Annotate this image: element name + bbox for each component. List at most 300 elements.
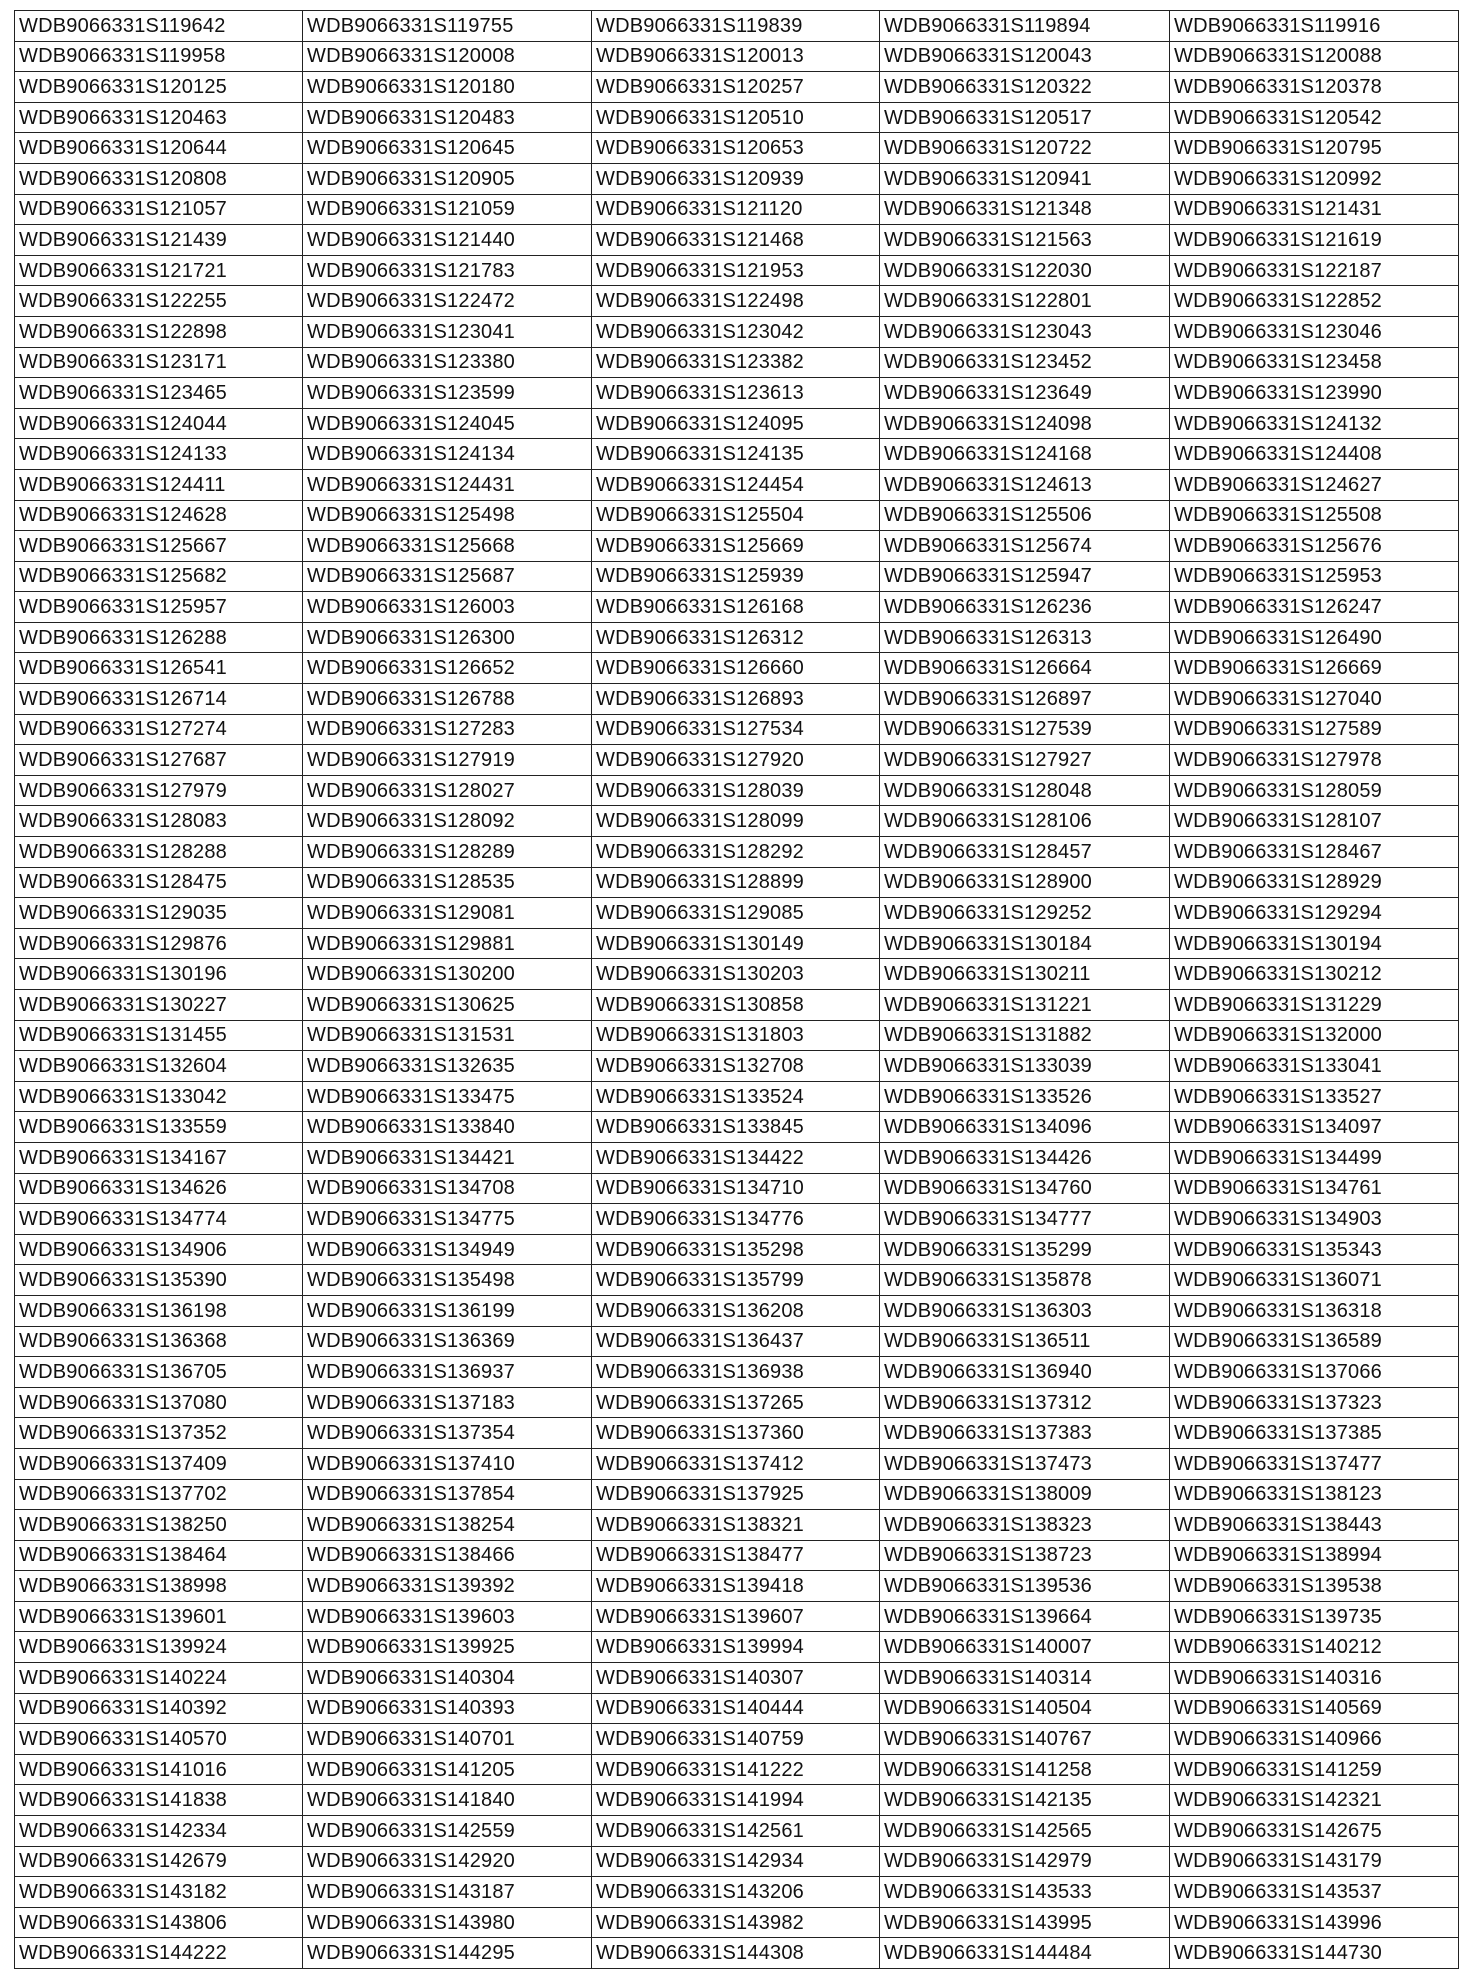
vin-cell: WDB9066331S130212 bbox=[1170, 959, 1459, 990]
table-row bbox=[15, 500, 1459, 531]
table-row bbox=[15, 133, 1459, 164]
vin-cell: WDB9066331S120257 bbox=[592, 72, 880, 103]
vin-cell: WDB9066331S129252 bbox=[880, 898, 1170, 929]
table-row bbox=[15, 837, 1459, 868]
vin-cell: WDB9066331S126714 bbox=[15, 684, 303, 715]
table-row bbox=[15, 990, 1459, 1021]
vin-cell: WDB9066331S123458 bbox=[1170, 347, 1459, 378]
table-row bbox=[15, 1601, 1459, 1632]
vin-cell: WDB9066331S122801 bbox=[880, 286, 1170, 317]
vin-cell: WDB9066331S126490 bbox=[1170, 622, 1459, 653]
table-row bbox=[15, 1418, 1459, 1449]
vin-cell: WDB9066331S140007 bbox=[880, 1632, 1170, 1663]
vin-cell: WDB9066331S120992 bbox=[1170, 163, 1459, 194]
vin-cell: WDB9066331S139392 bbox=[303, 1571, 592, 1602]
vin-table-container bbox=[14, 10, 1458, 1969]
vin-cell: WDB9066331S129881 bbox=[303, 928, 592, 959]
vin-cell: WDB9066331S133524 bbox=[592, 1081, 880, 1112]
table-row bbox=[15, 378, 1459, 409]
vin-cell: WDB9066331S137354 bbox=[303, 1418, 592, 1449]
vin-cell: WDB9066331S121619 bbox=[1170, 225, 1459, 256]
vin-cell: WDB9066331S142561 bbox=[592, 1816, 880, 1847]
vin-cell: WDB9066331S131221 bbox=[880, 990, 1170, 1021]
vin-cell: WDB9066331S131803 bbox=[592, 1020, 880, 1051]
table-row bbox=[15, 1877, 1459, 1908]
vin-cell: WDB9066331S143206 bbox=[592, 1877, 880, 1908]
table-row bbox=[15, 1112, 1459, 1143]
vin-cell: WDB9066331S132635 bbox=[303, 1051, 592, 1082]
vin-cell: WDB9066331S128288 bbox=[15, 837, 303, 868]
vin-cell: WDB9066331S134774 bbox=[15, 1204, 303, 1235]
vin-cell: WDB9066331S128099 bbox=[592, 806, 880, 837]
vin-cell: WDB9066331S140392 bbox=[15, 1693, 303, 1724]
vin-cell: WDB9066331S127040 bbox=[1170, 684, 1459, 715]
vin-cell: WDB9066331S142679 bbox=[15, 1846, 303, 1877]
vin-cell: WDB9066331S143995 bbox=[880, 1907, 1170, 1938]
table-row bbox=[15, 714, 1459, 745]
table-row bbox=[15, 1754, 1459, 1785]
vin-cell: WDB9066331S138323 bbox=[880, 1510, 1170, 1541]
table-row bbox=[15, 1051, 1459, 1082]
vin-cell: WDB9066331S135299 bbox=[880, 1234, 1170, 1265]
vin-cell: WDB9066331S126893 bbox=[592, 684, 880, 715]
vin-cell: WDB9066331S125682 bbox=[15, 561, 303, 592]
table-row bbox=[15, 1724, 1459, 1755]
vin-cell: WDB9066331S124628 bbox=[15, 500, 303, 531]
vin-cell: WDB9066331S126168 bbox=[592, 592, 880, 623]
table-row bbox=[15, 684, 1459, 715]
vin-cell: WDB9066331S140316 bbox=[1170, 1663, 1459, 1694]
vin-cell: WDB9066331S134097 bbox=[1170, 1112, 1459, 1143]
vin-cell: WDB9066331S128027 bbox=[303, 775, 592, 806]
vin-cell: WDB9066331S128083 bbox=[15, 806, 303, 837]
vin-cell: WDB9066331S134626 bbox=[15, 1173, 303, 1204]
table-row bbox=[15, 255, 1459, 286]
vin-cell: WDB9066331S129294 bbox=[1170, 898, 1459, 929]
vin-cell: WDB9066331S127919 bbox=[303, 745, 592, 776]
table-row bbox=[15, 1663, 1459, 1694]
vin-cell: WDB9066331S128899 bbox=[592, 867, 880, 898]
vin-cell: WDB9066331S140767 bbox=[880, 1724, 1170, 1755]
vin-cell: WDB9066331S138123 bbox=[1170, 1479, 1459, 1510]
vin-cell: WDB9066331S140444 bbox=[592, 1693, 880, 1724]
vin-cell: WDB9066331S120510 bbox=[592, 102, 880, 133]
vin-cell: WDB9066331S134775 bbox=[303, 1204, 592, 1235]
vin-cell: WDB9066331S125508 bbox=[1170, 500, 1459, 531]
vin-cell: WDB9066331S119755 bbox=[303, 11, 592, 42]
vin-cell: WDB9066331S143187 bbox=[303, 1877, 592, 1908]
table-row bbox=[15, 316, 1459, 347]
table-row bbox=[15, 439, 1459, 470]
vin-cell: WDB9066331S141259 bbox=[1170, 1754, 1459, 1785]
vin-cell: WDB9066331S120905 bbox=[303, 163, 592, 194]
vin-cell: WDB9066331S134708 bbox=[303, 1173, 592, 1204]
vin-table-body bbox=[15, 11, 1459, 1969]
vin-cell: WDB9066331S136937 bbox=[303, 1357, 592, 1388]
vin-cell: WDB9066331S123380 bbox=[303, 347, 592, 378]
vin-cell: WDB9066331S124627 bbox=[1170, 469, 1459, 500]
vin-cell: WDB9066331S125504 bbox=[592, 500, 880, 531]
vin-cell: WDB9066331S122852 bbox=[1170, 286, 1459, 317]
vin-cell: WDB9066331S137080 bbox=[15, 1387, 303, 1418]
table-row bbox=[15, 1357, 1459, 1388]
table-row bbox=[15, 225, 1459, 256]
vin-cell: WDB9066331S132708 bbox=[592, 1051, 880, 1082]
vin-cell: WDB9066331S120088 bbox=[1170, 41, 1459, 72]
vin-cell: WDB9066331S127534 bbox=[592, 714, 880, 745]
vin-cell: WDB9066331S134422 bbox=[592, 1142, 880, 1173]
vin-cell: WDB9066331S125667 bbox=[15, 531, 303, 562]
vin-cell: WDB9066331S120013 bbox=[592, 41, 880, 72]
vin-cell: WDB9066331S124098 bbox=[880, 408, 1170, 439]
vin-cell: WDB9066331S124134 bbox=[303, 439, 592, 470]
vin-cell: WDB9066331S133041 bbox=[1170, 1051, 1459, 1082]
vin-cell: WDB9066331S120125 bbox=[15, 72, 303, 103]
vin-cell: WDB9066331S142934 bbox=[592, 1846, 880, 1877]
vin-cell: WDB9066331S127283 bbox=[303, 714, 592, 745]
vin-cell: WDB9066331S124411 bbox=[15, 469, 303, 500]
table-row bbox=[15, 1081, 1459, 1112]
vin-cell: WDB9066331S144295 bbox=[303, 1938, 592, 1969]
table-row bbox=[15, 592, 1459, 623]
vin-cell: WDB9066331S120653 bbox=[592, 133, 880, 164]
vin-cell: WDB9066331S137473 bbox=[880, 1448, 1170, 1479]
vin-cell: WDB9066331S128900 bbox=[880, 867, 1170, 898]
vin-cell: WDB9066331S123613 bbox=[592, 378, 880, 409]
vin-cell: WDB9066331S140569 bbox=[1170, 1693, 1459, 1724]
vin-cell: WDB9066331S132604 bbox=[15, 1051, 303, 1082]
vin-cell: WDB9066331S123043 bbox=[880, 316, 1170, 347]
vin-cell: WDB9066331S121440 bbox=[303, 225, 592, 256]
vin-cell: WDB9066331S142334 bbox=[15, 1816, 303, 1847]
vin-cell: WDB9066331S121563 bbox=[880, 225, 1170, 256]
vin-cell: WDB9066331S120644 bbox=[15, 133, 303, 164]
vin-cell: WDB9066331S135799 bbox=[592, 1265, 880, 1296]
table-row bbox=[15, 561, 1459, 592]
vin-cell: WDB9066331S134421 bbox=[303, 1142, 592, 1173]
vin-cell: WDB9066331S137410 bbox=[303, 1448, 592, 1479]
vin-cell: WDB9066331S128048 bbox=[880, 775, 1170, 806]
vin-cell: WDB9066331S119642 bbox=[15, 11, 303, 42]
vin-cell: WDB9066331S134777 bbox=[880, 1204, 1170, 1235]
vin-cell: WDB9066331S131455 bbox=[15, 1020, 303, 1051]
table-row bbox=[15, 1448, 1459, 1479]
vin-cell: WDB9066331S125506 bbox=[880, 500, 1170, 531]
vin-cell: WDB9066331S130194 bbox=[1170, 928, 1459, 959]
vin-cell: WDB9066331S124044 bbox=[15, 408, 303, 439]
vin-cell: WDB9066331S126313 bbox=[880, 622, 1170, 653]
vin-cell: WDB9066331S120483 bbox=[303, 102, 592, 133]
vin-cell: WDB9066331S139601 bbox=[15, 1601, 303, 1632]
vin-cell: WDB9066331S137925 bbox=[592, 1479, 880, 1510]
vin-cell: WDB9066331S134903 bbox=[1170, 1204, 1459, 1235]
vin-cell: WDB9066331S139664 bbox=[880, 1601, 1170, 1632]
vin-cell: WDB9066331S120008 bbox=[303, 41, 592, 72]
vin-cell: WDB9066331S120180 bbox=[303, 72, 592, 103]
table-row bbox=[15, 1693, 1459, 1724]
vin-cell: WDB9066331S129035 bbox=[15, 898, 303, 929]
vin-cell: WDB9066331S119958 bbox=[15, 41, 303, 72]
vin-cell: WDB9066331S130184 bbox=[880, 928, 1170, 959]
vin-cell: WDB9066331S143179 bbox=[1170, 1846, 1459, 1877]
table-row bbox=[15, 1938, 1459, 1969]
vin-cell: WDB9066331S141838 bbox=[15, 1785, 303, 1816]
table-row bbox=[15, 102, 1459, 133]
vin-cell: WDB9066331S137312 bbox=[880, 1387, 1170, 1418]
vin-cell: WDB9066331S136208 bbox=[592, 1295, 880, 1326]
vin-cell: WDB9066331S124613 bbox=[880, 469, 1170, 500]
vin-cell: WDB9066331S140701 bbox=[303, 1724, 592, 1755]
vin-cell: WDB9066331S130149 bbox=[592, 928, 880, 959]
vin-cell: WDB9066331S140224 bbox=[15, 1663, 303, 1694]
vin-cell: WDB9066331S143980 bbox=[303, 1907, 592, 1938]
vin-cell: WDB9066331S140212 bbox=[1170, 1632, 1459, 1663]
vin-cell: WDB9066331S137477 bbox=[1170, 1448, 1459, 1479]
vin-cell: WDB9066331S123171 bbox=[15, 347, 303, 378]
vin-cell: WDB9066331S120043 bbox=[880, 41, 1170, 72]
vin-cell: WDB9066331S119839 bbox=[592, 11, 880, 42]
table-row bbox=[15, 1510, 1459, 1541]
vin-cell: WDB9066331S124133 bbox=[15, 439, 303, 470]
vin-cell: WDB9066331S124045 bbox=[303, 408, 592, 439]
vin-cell: WDB9066331S124132 bbox=[1170, 408, 1459, 439]
vin-cell: WDB9066331S129876 bbox=[15, 928, 303, 959]
vin-cell: WDB9066331S143537 bbox=[1170, 1877, 1459, 1908]
vin-cell: WDB9066331S141994 bbox=[592, 1785, 880, 1816]
vin-cell: WDB9066331S123041 bbox=[303, 316, 592, 347]
vin-cell: WDB9066331S134096 bbox=[880, 1112, 1170, 1143]
table-row bbox=[15, 622, 1459, 653]
vin-cell: WDB9066331S126788 bbox=[303, 684, 592, 715]
vin-cell: WDB9066331S129081 bbox=[303, 898, 592, 929]
vin-cell: WDB9066331S143996 bbox=[1170, 1907, 1459, 1938]
vin-cell: WDB9066331S122030 bbox=[880, 255, 1170, 286]
vin-cell: WDB9066331S137066 bbox=[1170, 1357, 1459, 1388]
vin-cell: WDB9066331S138466 bbox=[303, 1540, 592, 1571]
vin-cell: WDB9066331S134906 bbox=[15, 1234, 303, 1265]
vin-cell: WDB9066331S127589 bbox=[1170, 714, 1459, 745]
vin-cell: WDB9066331S121348 bbox=[880, 194, 1170, 225]
table-row bbox=[15, 1020, 1459, 1051]
vin-cell: WDB9066331S143182 bbox=[15, 1877, 303, 1908]
vin-cell: WDB9066331S136318 bbox=[1170, 1295, 1459, 1326]
vin-cell: WDB9066331S128092 bbox=[303, 806, 592, 837]
vin-cell: WDB9066331S141205 bbox=[303, 1754, 592, 1785]
vin-cell: WDB9066331S121059 bbox=[303, 194, 592, 225]
vin-cell: WDB9066331S120463 bbox=[15, 102, 303, 133]
vin-cell: WDB9066331S135343 bbox=[1170, 1234, 1459, 1265]
table-row bbox=[15, 531, 1459, 562]
table-row bbox=[15, 1816, 1459, 1847]
vin-cell: WDB9066331S137854 bbox=[303, 1479, 592, 1510]
vin-cell: WDB9066331S130625 bbox=[303, 990, 592, 1021]
table-row bbox=[15, 1846, 1459, 1877]
vin-cell: WDB9066331S130196 bbox=[15, 959, 303, 990]
vin-cell: WDB9066331S121953 bbox=[592, 255, 880, 286]
vin-cell: WDB9066331S141016 bbox=[15, 1754, 303, 1785]
vin-cell: WDB9066331S139924 bbox=[15, 1632, 303, 1663]
vin-cell: WDB9066331S136705 bbox=[15, 1357, 303, 1388]
table-row bbox=[15, 1204, 1459, 1235]
vin-cell: WDB9066331S133845 bbox=[592, 1112, 880, 1143]
vin-cell: WDB9066331S137383 bbox=[880, 1418, 1170, 1449]
vin-cell: WDB9066331S121120 bbox=[592, 194, 880, 225]
vin-cell: WDB9066331S125957 bbox=[15, 592, 303, 623]
vin-cell: WDB9066331S133526 bbox=[880, 1081, 1170, 1112]
vin-cell: WDB9066331S120795 bbox=[1170, 133, 1459, 164]
vin-cell: WDB9066331S120645 bbox=[303, 133, 592, 164]
vin-cell: WDB9066331S140759 bbox=[592, 1724, 880, 1755]
vin-cell: WDB9066331S128467 bbox=[1170, 837, 1459, 868]
vin-cell: WDB9066331S127978 bbox=[1170, 745, 1459, 776]
vin-cell: WDB9066331S120722 bbox=[880, 133, 1170, 164]
vin-cell: WDB9066331S123042 bbox=[592, 316, 880, 347]
vin-cell: WDB9066331S142675 bbox=[1170, 1816, 1459, 1847]
vin-cell: WDB9066331S127687 bbox=[15, 745, 303, 776]
vin-cell: WDB9066331S137385 bbox=[1170, 1418, 1459, 1449]
table-row bbox=[15, 347, 1459, 378]
vin-cell: WDB9066331S143982 bbox=[592, 1907, 880, 1938]
vin-cell: WDB9066331S138009 bbox=[880, 1479, 1170, 1510]
vin-cell: WDB9066331S137360 bbox=[592, 1418, 880, 1449]
vin-cell: WDB9066331S123046 bbox=[1170, 316, 1459, 347]
vin-cell: WDB9066331S120941 bbox=[880, 163, 1170, 194]
vin-cell: WDB9066331S125687 bbox=[303, 561, 592, 592]
vin-cell: WDB9066331S142559 bbox=[303, 1816, 592, 1847]
vin-cell: WDB9066331S123452 bbox=[880, 347, 1170, 378]
table-row bbox=[15, 1295, 1459, 1326]
vin-cell: WDB9066331S128039 bbox=[592, 775, 880, 806]
vin-cell: WDB9066331S136589 bbox=[1170, 1326, 1459, 1357]
vin-cell: WDB9066331S137702 bbox=[15, 1479, 303, 1510]
vin-cell: WDB9066331S125674 bbox=[880, 531, 1170, 562]
vin-cell: WDB9066331S135498 bbox=[303, 1265, 592, 1296]
vin-cell: WDB9066331S130200 bbox=[303, 959, 592, 990]
vin-cell: WDB9066331S120322 bbox=[880, 72, 1170, 103]
vin-cell: WDB9066331S137323 bbox=[1170, 1387, 1459, 1418]
table-row bbox=[15, 1142, 1459, 1173]
vin-cell: WDB9066331S131229 bbox=[1170, 990, 1459, 1021]
vin-cell: WDB9066331S127539 bbox=[880, 714, 1170, 745]
table-row bbox=[15, 1907, 1459, 1938]
table-row bbox=[15, 745, 1459, 776]
vin-cell: WDB9066331S138723 bbox=[880, 1540, 1170, 1571]
vin-cell: WDB9066331S128059 bbox=[1170, 775, 1459, 806]
vin-cell: WDB9066331S126669 bbox=[1170, 653, 1459, 684]
vin-cell: WDB9066331S127274 bbox=[15, 714, 303, 745]
vin-cell: WDB9066331S136511 bbox=[880, 1326, 1170, 1357]
vin-cell: WDB9066331S129085 bbox=[592, 898, 880, 929]
vin-cell: WDB9066331S125939 bbox=[592, 561, 880, 592]
vin-cell: WDB9066331S140304 bbox=[303, 1663, 592, 1694]
vin-cell: WDB9066331S128457 bbox=[880, 837, 1170, 868]
vin-cell: WDB9066331S126300 bbox=[303, 622, 592, 653]
vin-cell: WDB9066331S140570 bbox=[15, 1724, 303, 1755]
vin-cell: WDB9066331S134949 bbox=[303, 1234, 592, 1265]
vin-cell: WDB9066331S120808 bbox=[15, 163, 303, 194]
vin-cell: WDB9066331S123465 bbox=[15, 378, 303, 409]
vin-cell: WDB9066331S133042 bbox=[15, 1081, 303, 1112]
vin-cell: WDB9066331S126541 bbox=[15, 653, 303, 684]
vin-cell: WDB9066331S123599 bbox=[303, 378, 592, 409]
vin-cell: WDB9066331S139536 bbox=[880, 1571, 1170, 1602]
vin-cell: WDB9066331S126236 bbox=[880, 592, 1170, 623]
vin-cell: WDB9066331S128106 bbox=[880, 806, 1170, 837]
vin-cell: WDB9066331S133527 bbox=[1170, 1081, 1459, 1112]
table-row bbox=[15, 41, 1459, 72]
vin-cell: WDB9066331S126664 bbox=[880, 653, 1170, 684]
table-row bbox=[15, 1265, 1459, 1296]
table-row bbox=[15, 194, 1459, 225]
vin-cell: WDB9066331S130858 bbox=[592, 990, 880, 1021]
vin-cell: WDB9066331S136303 bbox=[880, 1295, 1170, 1326]
table-row bbox=[15, 1173, 1459, 1204]
vin-table bbox=[14, 10, 1459, 1969]
vin-cell: WDB9066331S143806 bbox=[15, 1907, 303, 1938]
vin-cell: WDB9066331S134710 bbox=[592, 1173, 880, 1204]
vin-cell: WDB9066331S139735 bbox=[1170, 1601, 1459, 1632]
vin-cell: WDB9066331S125676 bbox=[1170, 531, 1459, 562]
vin-cell: WDB9066331S137265 bbox=[592, 1387, 880, 1418]
vin-cell: WDB9066331S134426 bbox=[880, 1142, 1170, 1173]
vin-cell: WDB9066331S134760 bbox=[880, 1173, 1170, 1204]
vin-cell: WDB9066331S127920 bbox=[592, 745, 880, 776]
vin-cell: WDB9066331S123649 bbox=[880, 378, 1170, 409]
table-row bbox=[15, 1571, 1459, 1602]
vin-cell: WDB9066331S130227 bbox=[15, 990, 303, 1021]
vin-cell: WDB9066331S128929 bbox=[1170, 867, 1459, 898]
vin-cell: WDB9066331S128292 bbox=[592, 837, 880, 868]
vin-cell: WDB9066331S133559 bbox=[15, 1112, 303, 1143]
vin-cell: WDB9066331S138254 bbox=[303, 1510, 592, 1541]
table-row bbox=[15, 469, 1459, 500]
vin-cell: WDB9066331S141258 bbox=[880, 1754, 1170, 1785]
vin-cell: WDB9066331S130211 bbox=[880, 959, 1170, 990]
vin-cell: WDB9066331S124431 bbox=[303, 469, 592, 500]
vin-cell: WDB9066331S128107 bbox=[1170, 806, 1459, 837]
vin-cell: WDB9066331S121468 bbox=[592, 225, 880, 256]
vin-cell: WDB9066331S128289 bbox=[303, 837, 592, 868]
vin-cell: WDB9066331S135390 bbox=[15, 1265, 303, 1296]
table-row bbox=[15, 286, 1459, 317]
table-row bbox=[15, 1234, 1459, 1265]
vin-cell: WDB9066331S136199 bbox=[303, 1295, 592, 1326]
vin-cell: WDB9066331S127979 bbox=[15, 775, 303, 806]
vin-cell: WDB9066331S122498 bbox=[592, 286, 880, 317]
table-row bbox=[15, 1632, 1459, 1663]
vin-cell: WDB9066331S136198 bbox=[15, 1295, 303, 1326]
table-row bbox=[15, 1479, 1459, 1510]
vin-cell: WDB9066331S134761 bbox=[1170, 1173, 1459, 1204]
vin-cell: WDB9066331S126652 bbox=[303, 653, 592, 684]
vin-cell: WDB9066331S139994 bbox=[592, 1632, 880, 1663]
vin-cell: WDB9066331S131882 bbox=[880, 1020, 1170, 1051]
vin-cell: WDB9066331S144730 bbox=[1170, 1938, 1459, 1969]
vin-cell: WDB9066331S139603 bbox=[303, 1601, 592, 1632]
vin-cell: WDB9066331S139607 bbox=[592, 1601, 880, 1632]
vin-cell: WDB9066331S127927 bbox=[880, 745, 1170, 776]
vin-cell: WDB9066331S133039 bbox=[880, 1051, 1170, 1082]
vin-cell: WDB9066331S139418 bbox=[592, 1571, 880, 1602]
vin-cell: WDB9066331S140314 bbox=[880, 1663, 1170, 1694]
vin-cell: WDB9066331S136368 bbox=[15, 1326, 303, 1357]
vin-cell: WDB9066331S138443 bbox=[1170, 1510, 1459, 1541]
vin-cell: WDB9066331S124454 bbox=[592, 469, 880, 500]
vin-cell: WDB9066331S135878 bbox=[880, 1265, 1170, 1296]
vin-cell: WDB9066331S124168 bbox=[880, 439, 1170, 470]
vin-cell: WDB9066331S123382 bbox=[592, 347, 880, 378]
vin-cell: WDB9066331S143533 bbox=[880, 1877, 1170, 1908]
